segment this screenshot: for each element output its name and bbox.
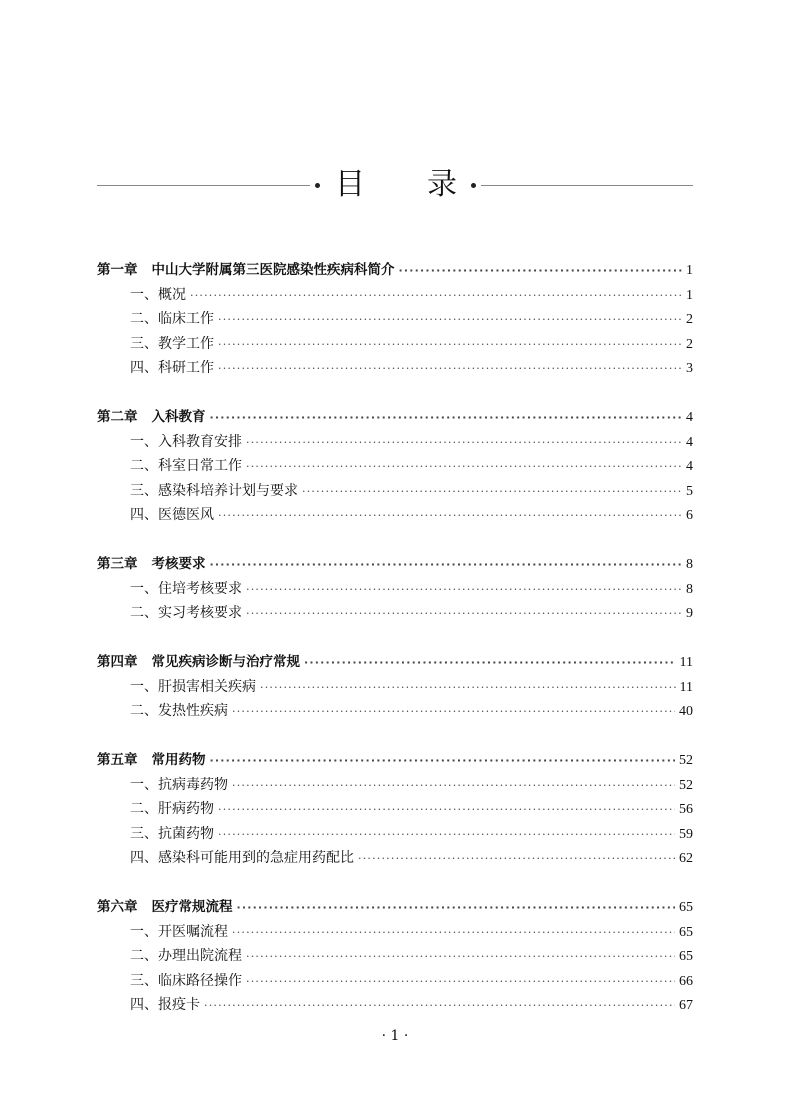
section-page: 66 bbox=[679, 973, 693, 989]
heading-dot-left bbox=[315, 183, 320, 188]
chapter-entry[interactable] bbox=[97, 258, 693, 283]
section-entry[interactable] bbox=[97, 822, 693, 847]
chapter-entry[interactable] bbox=[97, 650, 693, 675]
dot-leader bbox=[358, 847, 675, 872]
section-page: 4 bbox=[686, 434, 693, 450]
chapter-title: 中山大学附属第三医院感染性疾病科简介 bbox=[151, 262, 395, 278]
chapter-block bbox=[97, 748, 693, 871]
section-entry[interactable] bbox=[97, 430, 693, 455]
section-entry[interactable] bbox=[97, 969, 693, 994]
chapter-title: 常见疾病诊断与治疗常规 bbox=[151, 654, 300, 670]
chapter-page: 11 bbox=[679, 655, 693, 670]
section-entry[interactable] bbox=[97, 797, 693, 822]
section-page: 2 bbox=[686, 312, 693, 327]
dot-leader bbox=[218, 308, 682, 333]
heading-char-2: 录 bbox=[427, 167, 457, 202]
dot-leader bbox=[246, 431, 682, 456]
section-entry[interactable] bbox=[97, 332, 693, 357]
dot-leader bbox=[218, 798, 675, 823]
section-entry[interactable] bbox=[97, 846, 693, 871]
chapter-page: 4 bbox=[686, 410, 693, 425]
dot-leader bbox=[260, 676, 676, 701]
section-page: 52 bbox=[679, 777, 693, 793]
section-page: 4 bbox=[686, 459, 693, 474]
section-title: 二、实习考核要求 bbox=[130, 605, 242, 621]
chapter-block bbox=[97, 258, 693, 381]
section-entry[interactable] bbox=[97, 479, 693, 504]
chapter-number: 第二章 bbox=[97, 409, 138, 425]
section-title: 四、科研工作 bbox=[130, 360, 214, 376]
chapter-entry[interactable] bbox=[97, 748, 693, 773]
section-page: 67 bbox=[679, 998, 693, 1013]
section-title: 二、办理出院流程 bbox=[130, 948, 242, 964]
section-entry[interactable] bbox=[97, 773, 693, 798]
section-page: 6 bbox=[686, 508, 693, 523]
chapter-page: 65 bbox=[679, 900, 693, 915]
section-title: 四、感染科可能用到的急症用药配比 bbox=[130, 850, 354, 866]
chapter-page: 52 bbox=[679, 753, 693, 768]
chapter-block bbox=[97, 405, 693, 528]
section-title: 一、肝损害相关疾病 bbox=[130, 678, 256, 695]
dot-leader bbox=[218, 823, 675, 848]
section-entry[interactable] bbox=[97, 307, 693, 332]
section-title: 二、临床工作 bbox=[130, 311, 214, 327]
section-title: 二、科室日常工作 bbox=[130, 458, 242, 474]
section-page: 62 bbox=[679, 851, 693, 866]
dot-leader bbox=[246, 945, 675, 970]
toc-heading bbox=[97, 165, 693, 205]
dot-leader bbox=[232, 700, 675, 725]
dot-leader bbox=[232, 774, 675, 799]
dot-leader bbox=[210, 406, 683, 431]
heading-rule-left bbox=[97, 185, 310, 186]
chapter-entry[interactable] bbox=[97, 552, 693, 577]
chapter-number: 第四章 bbox=[97, 654, 138, 670]
dot-leader bbox=[204, 994, 675, 1019]
heading-dot-right bbox=[471, 183, 476, 188]
section-title: 一、开医嘱流程 bbox=[130, 923, 228, 940]
section-page: 59 bbox=[679, 826, 693, 842]
section-page: 3 bbox=[686, 361, 693, 376]
chapter-block bbox=[97, 650, 693, 724]
section-entry[interactable] bbox=[97, 993, 693, 1018]
section-page: 65 bbox=[679, 949, 693, 964]
section-entry[interactable] bbox=[97, 920, 693, 945]
section-entry[interactable] bbox=[97, 675, 693, 700]
heading-rule-right bbox=[481, 185, 693, 186]
chapter-page: 1 bbox=[686, 263, 693, 278]
section-entry[interactable] bbox=[97, 454, 693, 479]
chapter-block bbox=[97, 895, 693, 1018]
section-title: 三、教学工作 bbox=[130, 335, 214, 352]
page-number: · 1 · bbox=[381, 1028, 409, 1044]
section-page: 5 bbox=[686, 483, 693, 499]
chapter-title: 入科教育 bbox=[151, 409, 206, 425]
dot-leader bbox=[246, 970, 675, 995]
section-title: 三、抗菌药物 bbox=[130, 825, 214, 842]
section-title: 一、概况 bbox=[130, 286, 186, 303]
dot-leader bbox=[246, 578, 682, 603]
section-page: 56 bbox=[679, 802, 693, 817]
section-page: 1 bbox=[686, 287, 693, 303]
chapter-number: 第五章 bbox=[97, 752, 138, 768]
dot-leader bbox=[218, 357, 682, 382]
chapter-entry[interactable] bbox=[97, 895, 693, 920]
dot-leader bbox=[210, 749, 676, 774]
dot-leader bbox=[304, 651, 676, 676]
section-entry[interactable] bbox=[97, 577, 693, 602]
chapter-page: 8 bbox=[686, 557, 693, 572]
dot-leader bbox=[210, 553, 683, 578]
chapter-title: 常用药物 bbox=[151, 752, 206, 768]
section-title: 一、入科教育安排 bbox=[130, 433, 242, 450]
dot-leader bbox=[246, 455, 682, 480]
heading-char-1: 目 bbox=[335, 167, 365, 202]
section-title: 三、临床路径操作 bbox=[130, 972, 242, 989]
section-title: 一、住培考核要求 bbox=[130, 580, 242, 597]
section-title: 一、抗病毒药物 bbox=[130, 776, 228, 793]
section-page: 2 bbox=[686, 336, 693, 352]
chapter-number: 第六章 bbox=[97, 899, 138, 915]
section-page: 9 bbox=[686, 606, 693, 621]
section-entry[interactable] bbox=[97, 356, 693, 381]
chapter-title: 医疗常规流程 bbox=[151, 899, 233, 915]
chapter-number: 第一章 bbox=[97, 262, 138, 278]
section-entry[interactable] bbox=[97, 601, 693, 626]
section-entry[interactable] bbox=[97, 944, 693, 969]
chapter-block bbox=[97, 552, 693, 626]
section-page: 65 bbox=[679, 924, 693, 940]
table-of-contents bbox=[97, 258, 693, 1042]
dot-leader bbox=[399, 259, 683, 284]
section-page: 40 bbox=[679, 704, 693, 719]
chapter-number: 第三章 bbox=[97, 556, 138, 572]
section-page: 11 bbox=[679, 679, 693, 695]
section-page: 8 bbox=[686, 581, 693, 597]
dot-leader bbox=[232, 921, 675, 946]
chapter-title: 考核要求 bbox=[151, 556, 206, 572]
dot-leader bbox=[218, 504, 682, 529]
dot-leader bbox=[237, 896, 676, 921]
dot-leader bbox=[302, 480, 682, 505]
dot-leader bbox=[218, 333, 682, 358]
section-title: 三、感染科培养计划与要求 bbox=[130, 482, 298, 499]
section-title: 二、肝病药物 bbox=[130, 801, 214, 817]
section-title: 四、医德医风 bbox=[130, 507, 214, 523]
section-entry[interactable] bbox=[97, 283, 693, 308]
dot-leader bbox=[246, 602, 682, 627]
section-title: 二、发热性疾病 bbox=[130, 703, 228, 719]
chapter-entry[interactable] bbox=[97, 405, 693, 430]
section-entry[interactable] bbox=[97, 699, 693, 724]
section-entry[interactable] bbox=[97, 503, 693, 528]
dot-leader bbox=[190, 284, 682, 309]
section-title: 四、报疫卡 bbox=[130, 997, 200, 1013]
